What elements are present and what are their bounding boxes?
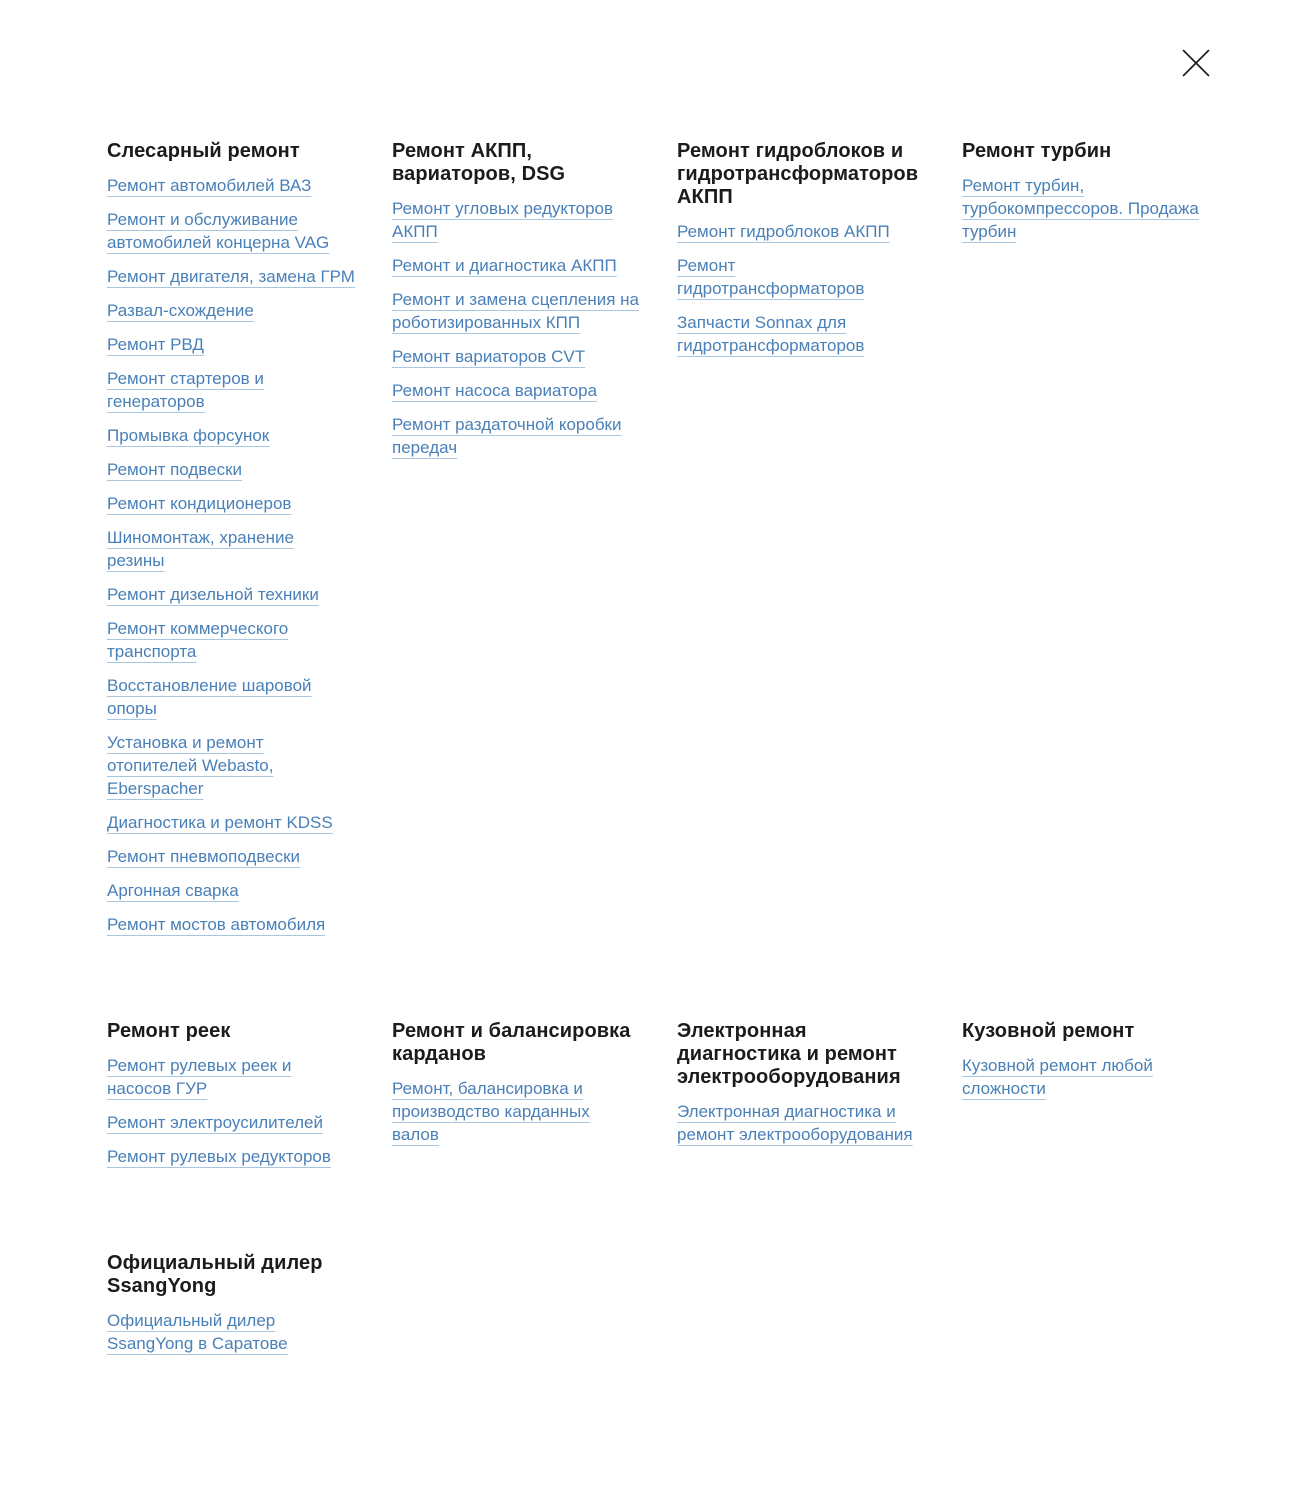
service-link[interactable]: Ремонт, балансировка и производство карданных валов: [392, 1079, 590, 1144]
service-link[interactable]: Ремонт пневмоподвески: [107, 847, 301, 866]
section-title: Ремонт реек: [107, 1020, 231, 1042]
close-button[interactable]: [1181, 48, 1211, 78]
service-link[interactable]: Ремонт подвески: [107, 460, 243, 479]
service-link[interactable]: Ремонт гидротрансформаторов: [677, 256, 865, 298]
section-title: Электронная диагностика и ремонт электрооборудования: [677, 1020, 901, 1088]
close-x-icon: [1182, 49, 1210, 77]
section-kuzovnoy-remont: [962, 1020, 1210, 1100]
section-remont-turbin: [962, 140, 1210, 243]
services-mega-menu: [107, 140, 1210, 1355]
service-link[interactable]: Ремонт и диагностика АКПП: [392, 256, 617, 275]
service-link[interactable]: Ремонт дизельной техники: [107, 585, 319, 604]
section-title: Кузовной ремонт: [962, 1020, 1135, 1042]
service-link[interactable]: Развал-схождение: [107, 301, 254, 320]
service-link[interactable]: Ремонт вариаторов CVT: [392, 347, 586, 366]
service-link[interactable]: Ремонт насоса вариатора: [392, 381, 598, 400]
section-elektronnaya-diagnostika: [677, 1020, 925, 1146]
service-link[interactable]: Ремонт автомобилей ВАЗ: [107, 176, 312, 195]
section-diler-ssangyong: [107, 1252, 355, 1355]
service-link[interactable]: Запчасти Sonnax для гидротрансформаторов: [677, 313, 865, 355]
service-link[interactable]: Шиномонтаж, хранение резины: [107, 528, 294, 570]
service-link[interactable]: Кузовной ремонт любой сложности: [962, 1056, 1153, 1098]
service-link[interactable]: Ремонт и обслуживание автомобилей концерна VAG: [107, 210, 330, 252]
section-title: Ремонт турбин: [962, 140, 1112, 162]
section-title: Ремонт гидроблоков и гидротрансформаторов АКПП: [677, 140, 919, 208]
service-link[interactable]: Электронная диагностика и ремонт электрооборудования: [677, 1102, 913, 1144]
section-title: Официальный дилер SsangYong: [107, 1252, 323, 1297]
service-link[interactable]: Ремонт электроусилителей: [107, 1113, 323, 1132]
section-remont-reek: [107, 1020, 355, 1168]
service-link[interactable]: Ремонт рулевых реек и насосов ГУР: [107, 1056, 292, 1098]
service-link[interactable]: Ремонт кондиционеров: [107, 494, 292, 513]
service-link[interactable]: Ремонт коммерческого транспорта: [107, 619, 289, 661]
service-link[interactable]: Ремонт двигателя, замена ГРМ: [107, 267, 355, 286]
service-link[interactable]: Ремонт угловых редукторов АКПП: [392, 199, 614, 241]
service-link[interactable]: Ремонт мостов автомобиля: [107, 915, 326, 934]
service-link[interactable]: Аргонная сварка: [107, 881, 239, 900]
section-slesarny-remont: [107, 140, 355, 936]
service-link[interactable]: Ремонт турбин, турбокомпрессоров. Продажа турбин: [962, 176, 1199, 241]
services-grid: [107, 140, 1210, 1355]
service-link[interactable]: Ремонт рулевых редукторов: [107, 1147, 331, 1166]
service-link[interactable]: Ремонт раздаточной коробки передач: [392, 415, 622, 457]
section-title: Ремонт АКПП, вариаторов, DSG: [392, 140, 566, 185]
service-link[interactable]: Восстановление шаровой опоры: [107, 676, 312, 718]
service-link[interactable]: Установка и ремонт отопителей Webasto, Eberspacher: [107, 733, 274, 798]
service-link[interactable]: Диагностика и ремонт KDSS: [107, 813, 333, 832]
service-link[interactable]: Ремонт стартеров и генераторов: [107, 369, 264, 411]
service-link[interactable]: Ремонт РВД: [107, 335, 204, 354]
section-remont-kardanov: [392, 1020, 640, 1146]
section-remont-gidroblokov: [677, 140, 925, 357]
service-link[interactable]: Ремонт гидроблоков АКПП: [677, 222, 890, 241]
service-link[interactable]: Официальный дилер SsangYong в Саратове: [107, 1311, 288, 1353]
service-link[interactable]: Ремонт и замена сцепления на роботизированных КПП: [392, 290, 639, 332]
section-remont-akpp: [392, 140, 640, 459]
service-link[interactable]: Промывка форсунок: [107, 426, 270, 445]
section-title: Ремонт и балансировка карданов: [392, 1020, 631, 1065]
section-title: Слесарный ремонт: [107, 140, 300, 162]
